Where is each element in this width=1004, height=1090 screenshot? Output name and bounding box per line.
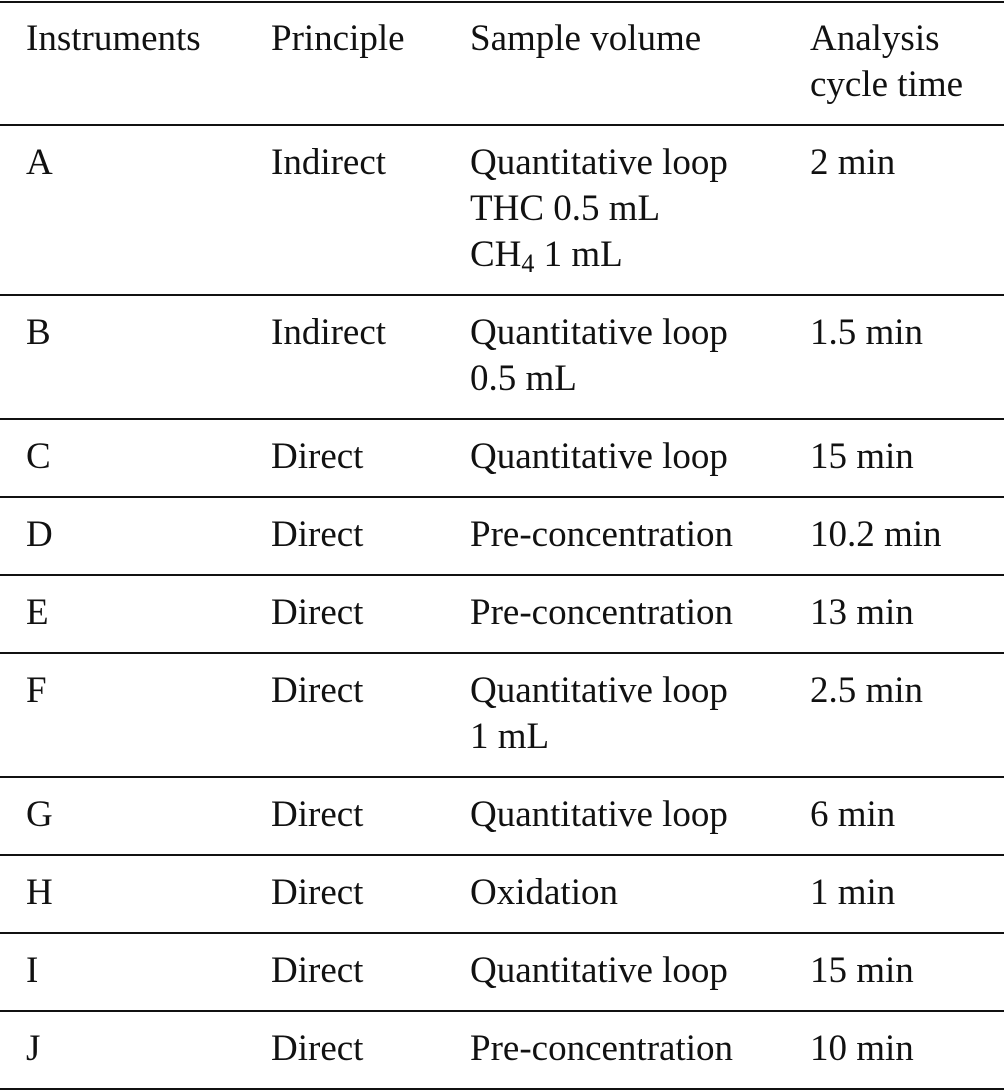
cell-instrument: G: [26, 794, 53, 835]
cell-principle: Direct: [271, 794, 364, 835]
cell-principle: Direct: [271, 436, 364, 477]
cell-cycle-time: 15 min: [810, 436, 914, 477]
header-analysis-cycle-time: [810, 2, 1004, 125]
ch4-value: 1 mL: [534, 234, 623, 275]
cell-principle: Direct: [271, 1028, 364, 1069]
cell-sample-volume: [470, 575, 810, 653]
cell-cycle-time: 2 min: [810, 142, 896, 183]
header-cycle-time-line-2: cycle time: [810, 64, 964, 105]
header-cycle-time-line-1: Analysis: [810, 18, 940, 59]
table-row: [0, 295, 1004, 419]
table-row: [0, 497, 1004, 575]
table-row: [0, 575, 1004, 653]
table-row: [0, 125, 1004, 295]
cell-principle: Indirect: [271, 142, 387, 183]
header-row: [0, 2, 1004, 125]
cell-instrument: C: [26, 436, 51, 477]
header-principle: Principle: [271, 18, 405, 59]
cell-cycle-time: 2.5 min: [810, 670, 924, 711]
cell-sample-volume: [470, 1011, 810, 1089]
sample-volume-line: Quantitative loop: [470, 794, 728, 835]
cell-principle: Direct: [271, 592, 364, 633]
cell-sample-volume: [470, 295, 810, 419]
sample-volume-line: Oxidation: [470, 872, 618, 913]
sample-volume-line-ch4: [470, 232, 810, 278]
instrument-comparison-table: [0, 1, 1004, 1090]
cell-cycle-time: 1 min: [810, 872, 896, 913]
table-row: [0, 1011, 1004, 1089]
table-body: [0, 125, 1004, 1089]
ch4-prefix: CH: [470, 234, 522, 275]
cell-instrument: F: [26, 670, 47, 711]
sample-volume-line: Pre-concentration: [470, 514, 733, 555]
header-sample-volume: Sample volume: [470, 18, 702, 59]
cell-principle: Direct: [271, 514, 364, 555]
cell-instrument: A: [26, 142, 53, 183]
cell-sample-volume: [470, 855, 810, 933]
table-row: [0, 653, 1004, 777]
cell-instrument: I: [26, 950, 39, 991]
sample-volume-line: THC 0.5 mL: [470, 188, 661, 229]
cell-principle: Indirect: [271, 312, 387, 353]
sample-volume-line: Quantitative loop: [470, 950, 728, 991]
cell-sample-volume: [470, 497, 810, 575]
table-row: [0, 777, 1004, 855]
sample-volume-line: Pre-concentration: [470, 1028, 733, 1069]
table-row: [0, 933, 1004, 1011]
cell-principle: Direct: [271, 670, 364, 711]
cell-principle: Direct: [271, 950, 364, 991]
cell-sample-volume: [470, 933, 810, 1011]
cell-cycle-time: 10.2 min: [810, 514, 942, 555]
cell-instrument: E: [26, 592, 49, 633]
sample-volume-line: Pre-concentration: [470, 592, 733, 633]
sample-volume-line: Quantitative loop: [470, 312, 728, 353]
cell-cycle-time: 1.5 min: [810, 312, 924, 353]
cell-principle: Direct: [271, 872, 364, 913]
cell-cycle-time: 6 min: [810, 794, 896, 835]
table-row: [0, 855, 1004, 933]
header-instruments: Instruments: [26, 18, 201, 59]
cell-instrument: H: [26, 872, 53, 913]
cell-sample-volume: [470, 653, 810, 777]
cell-sample-volume: [470, 777, 810, 855]
cell-instrument: J: [26, 1028, 41, 1069]
table-header: [0, 2, 1004, 125]
sample-volume-line: 1 mL: [470, 716, 550, 757]
cell-cycle-time: 13 min: [810, 592, 914, 633]
cell-instrument: D: [26, 514, 53, 555]
sample-volume-line: Quantitative loop: [470, 670, 728, 711]
sample-volume-line: Quantitative loop: [470, 436, 728, 477]
ch4-subscript: 4: [521, 249, 535, 278]
cell-sample-volume: [470, 125, 810, 295]
cell-cycle-time: 10 min: [810, 1028, 914, 1069]
cell-cycle-time: 15 min: [810, 950, 914, 991]
table-row: [0, 419, 1004, 497]
sample-volume-line: Quantitative loop: [470, 142, 728, 183]
cell-instrument: B: [26, 312, 51, 353]
cell-sample-volume: [470, 419, 810, 497]
sample-volume-line: 0.5 mL: [470, 358, 577, 399]
